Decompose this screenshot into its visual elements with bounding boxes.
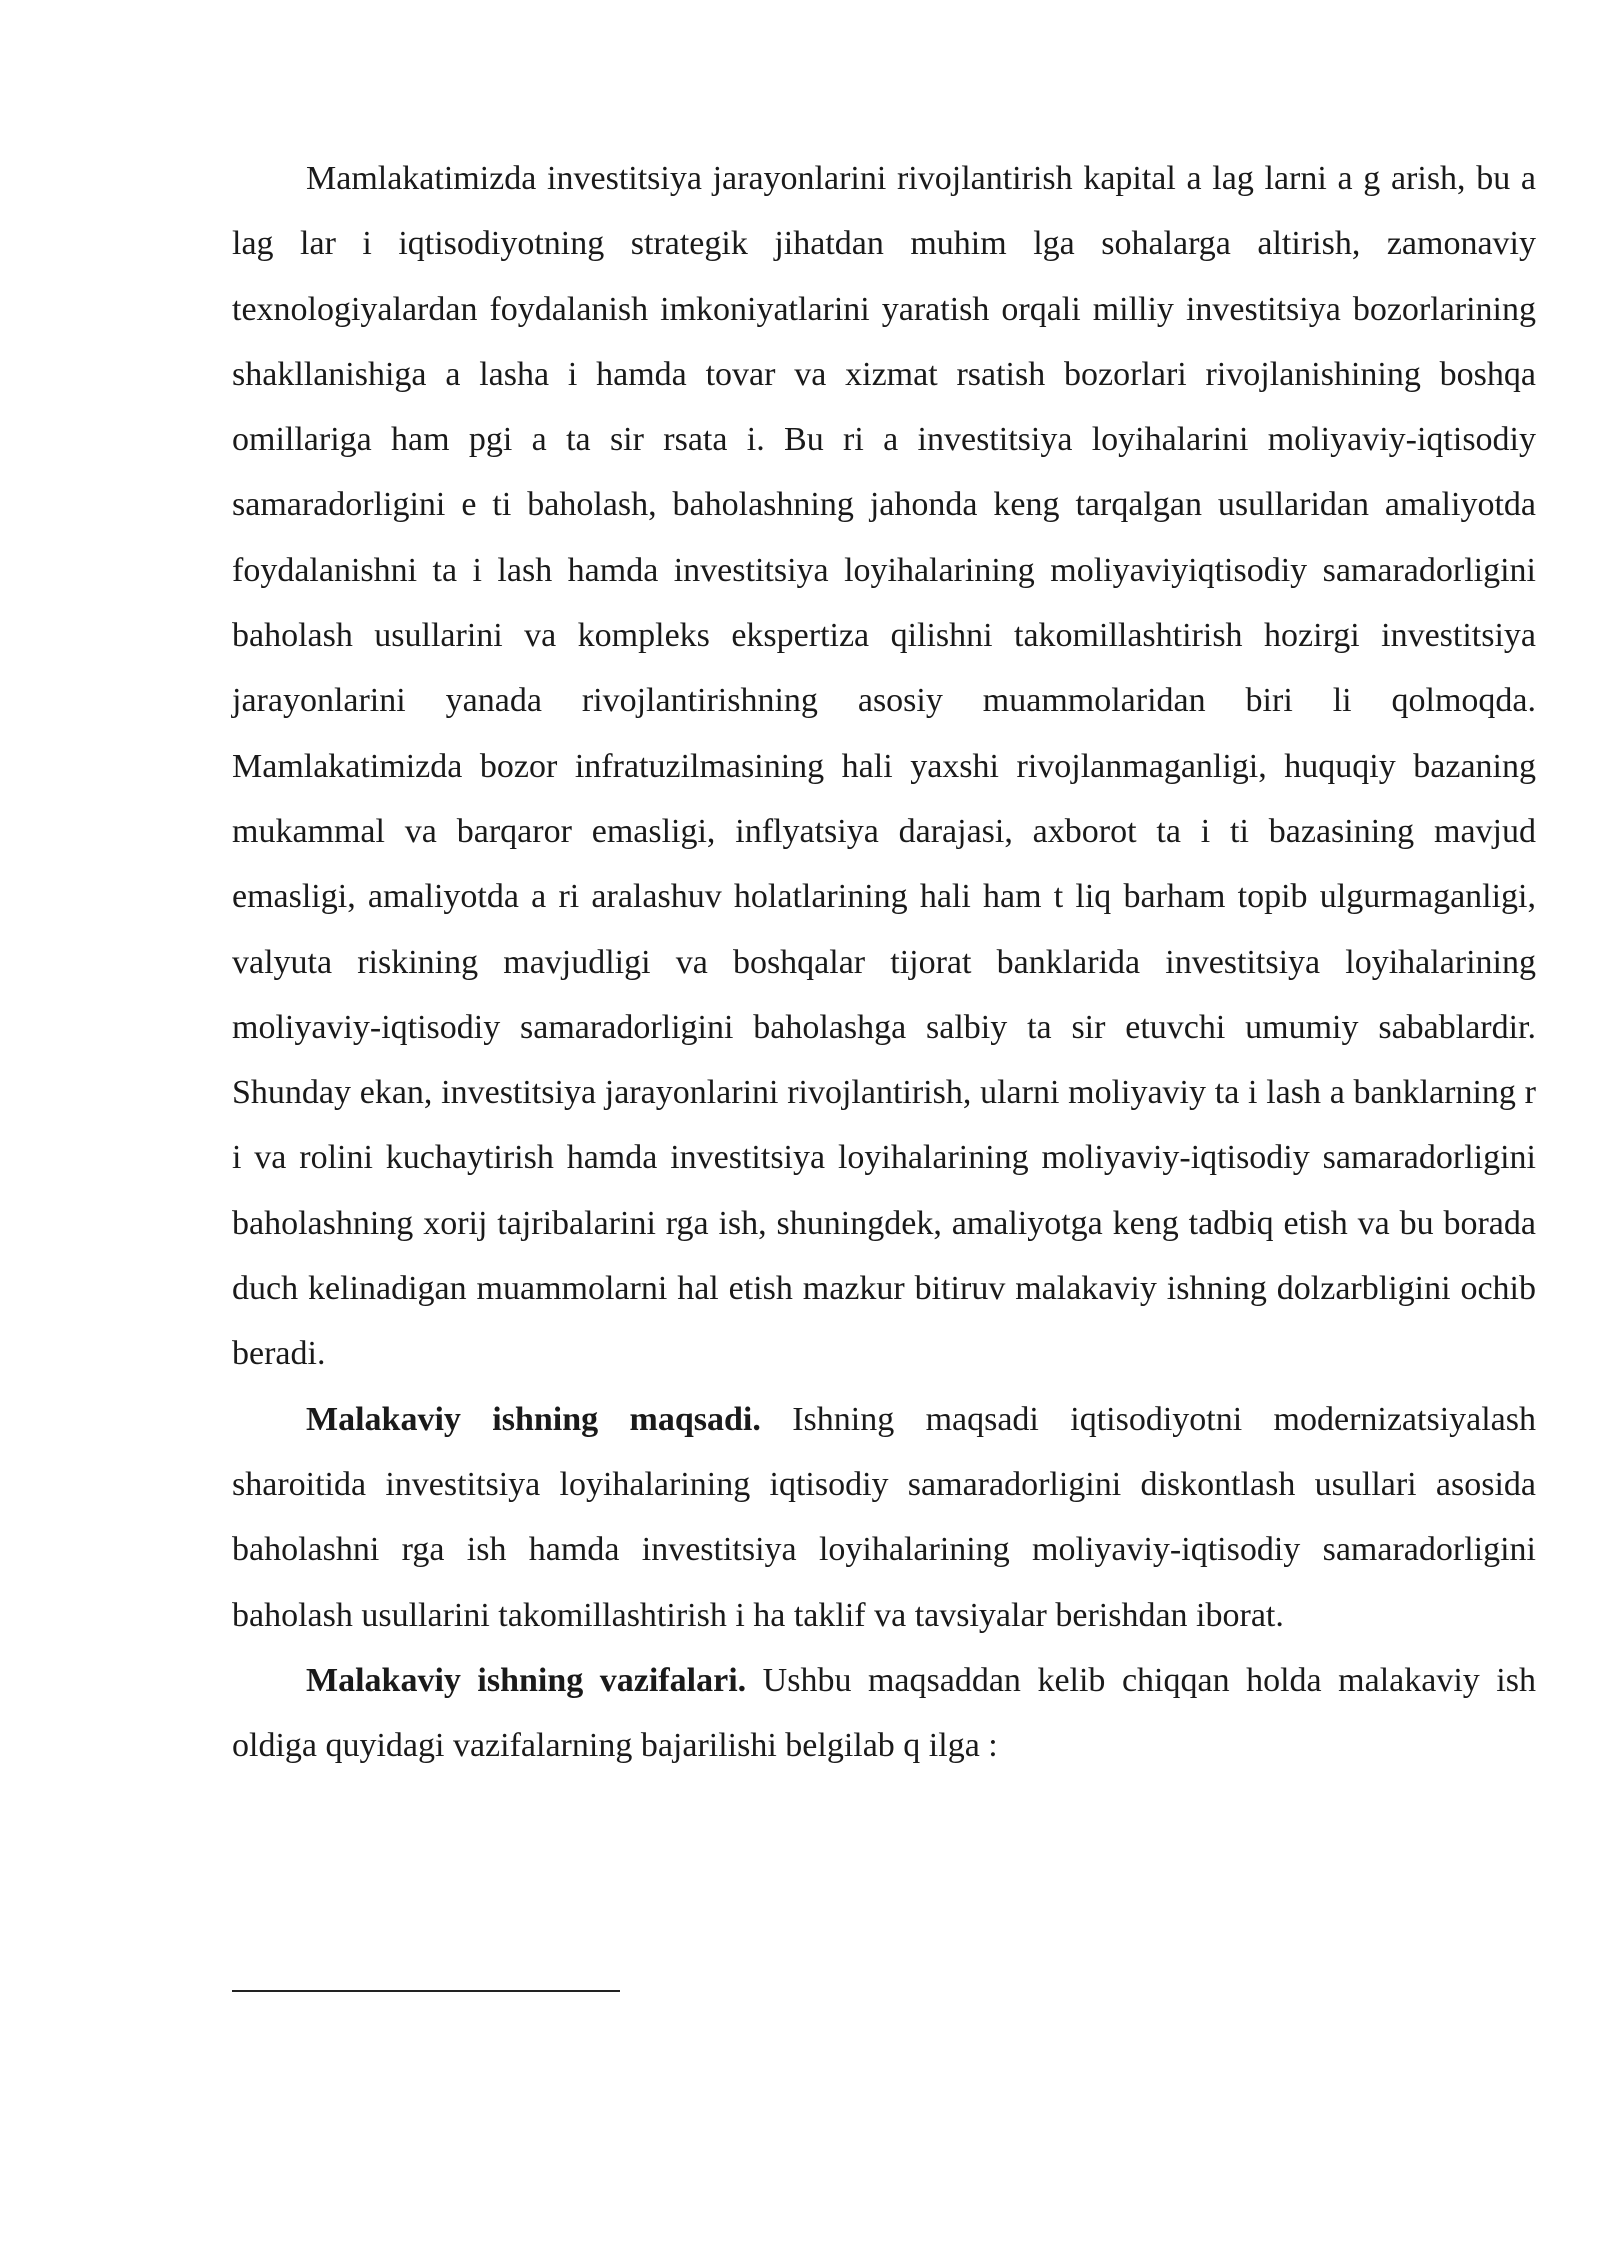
paragraph-objective xyxy=(232,1387,1536,1648)
paragraph-text: Ishning maqsadi iqtisodiyotni modernizatsiyalash sharoitida investitsiya loyihalarining iqtisodiy samaradorligini diskontlash usullari asosida baholashni rga ish hamda investitsiya loyihalarining moliyaviy-iqtisodiy samaradorligini baholash usullarini takomillashtirish i ha taklif va tavsiyalar berishdan iborat. xyxy=(232,1400,1536,1634)
tasks-heading: Malakaviy ishning vazifalari. xyxy=(306,1661,747,1699)
paragraph-introduction xyxy=(232,146,1536,1387)
objective-heading: Malakaviy ishning maqsadi. xyxy=(306,1400,761,1438)
body-text xyxy=(232,146,1536,1778)
footnote-separator xyxy=(232,1990,620,1992)
paragraph-text: Mamlakatimizda investitsiya jarayonlarini rivojlantirish kapital a lag larni a g arish, bu a lag lar i iqtisodiyotning strategik jihatdan muhim lga sohalarga altirish, zamonaviy texnologiyalardan foydalanish imkoniyatlarini yaratish orqali milliy investitsiya bozorlarining shakllanishiga a lasha i hamda tovar va xizmat rsatish bozorlari rivojlanishining boshqa omillariga ham pgi a ta sir rsata i. Bu ri a investitsiya loyihalarini moliyaviy-iqtisodiy samaradorligini e ti baholash, baholashning jahonda keng tarqalgan usullaridan amaliyotda foydalanishni ta i lash hamda investitsiya loyihalarining moliyaviyiqtisodiy samaradorligini baholash usullarini va kompleks ekspertiza qilishni takomillashtirish hozirgi investitsiya jarayonlarini yanada rivojlantirishning asosiy muammolaridan biri li qolmoqda. Mamlakatimizda bozor infratuzilmasining hali yaxshi rivojlanmaganligi, huquqiy bazaning mukammal va barqaror emasligi, inflyatsiya darajasi, axborot ta i ti bazasining mavjud emasligi, amaliyotda a ri aralashuv holatlarining hali ham t liq barham topib ulgurmaganligi, valyuta riskining mavjudligi va boshqalar tijorat banklarida investitsiya loyihalarining moliyaviy-iqtisodiy samaradorligini baholashga salbiy ta sir etuvchi umumiy sabablardir. Shunday ekan, investitsiya jarayonlarini rivojlantirish, ularni moliyaviy ta i lash a banklarning r i va rolini kuchaytirish hamda investitsiya loyihalarining moliyaviy-iqtisodiy samaradorligini baholashning xorij tajribalarini rga ish, shuningdek, amaliyotga keng tadbiq etish va bu borada duch kelinadigan muammolarni hal etish mazkur bitiruv malakaviy ishning dolzarbligini ochib beradi. xyxy=(232,160,1536,1373)
paragraph-tasks xyxy=(232,1648,1536,1779)
paragraph-text: Ushbu maqsaddan kelib chiqqan holda malakaviy ish oldiga quyidagi vazifalarning bajarilishi belgilab q ilga : xyxy=(232,1661,1536,1765)
